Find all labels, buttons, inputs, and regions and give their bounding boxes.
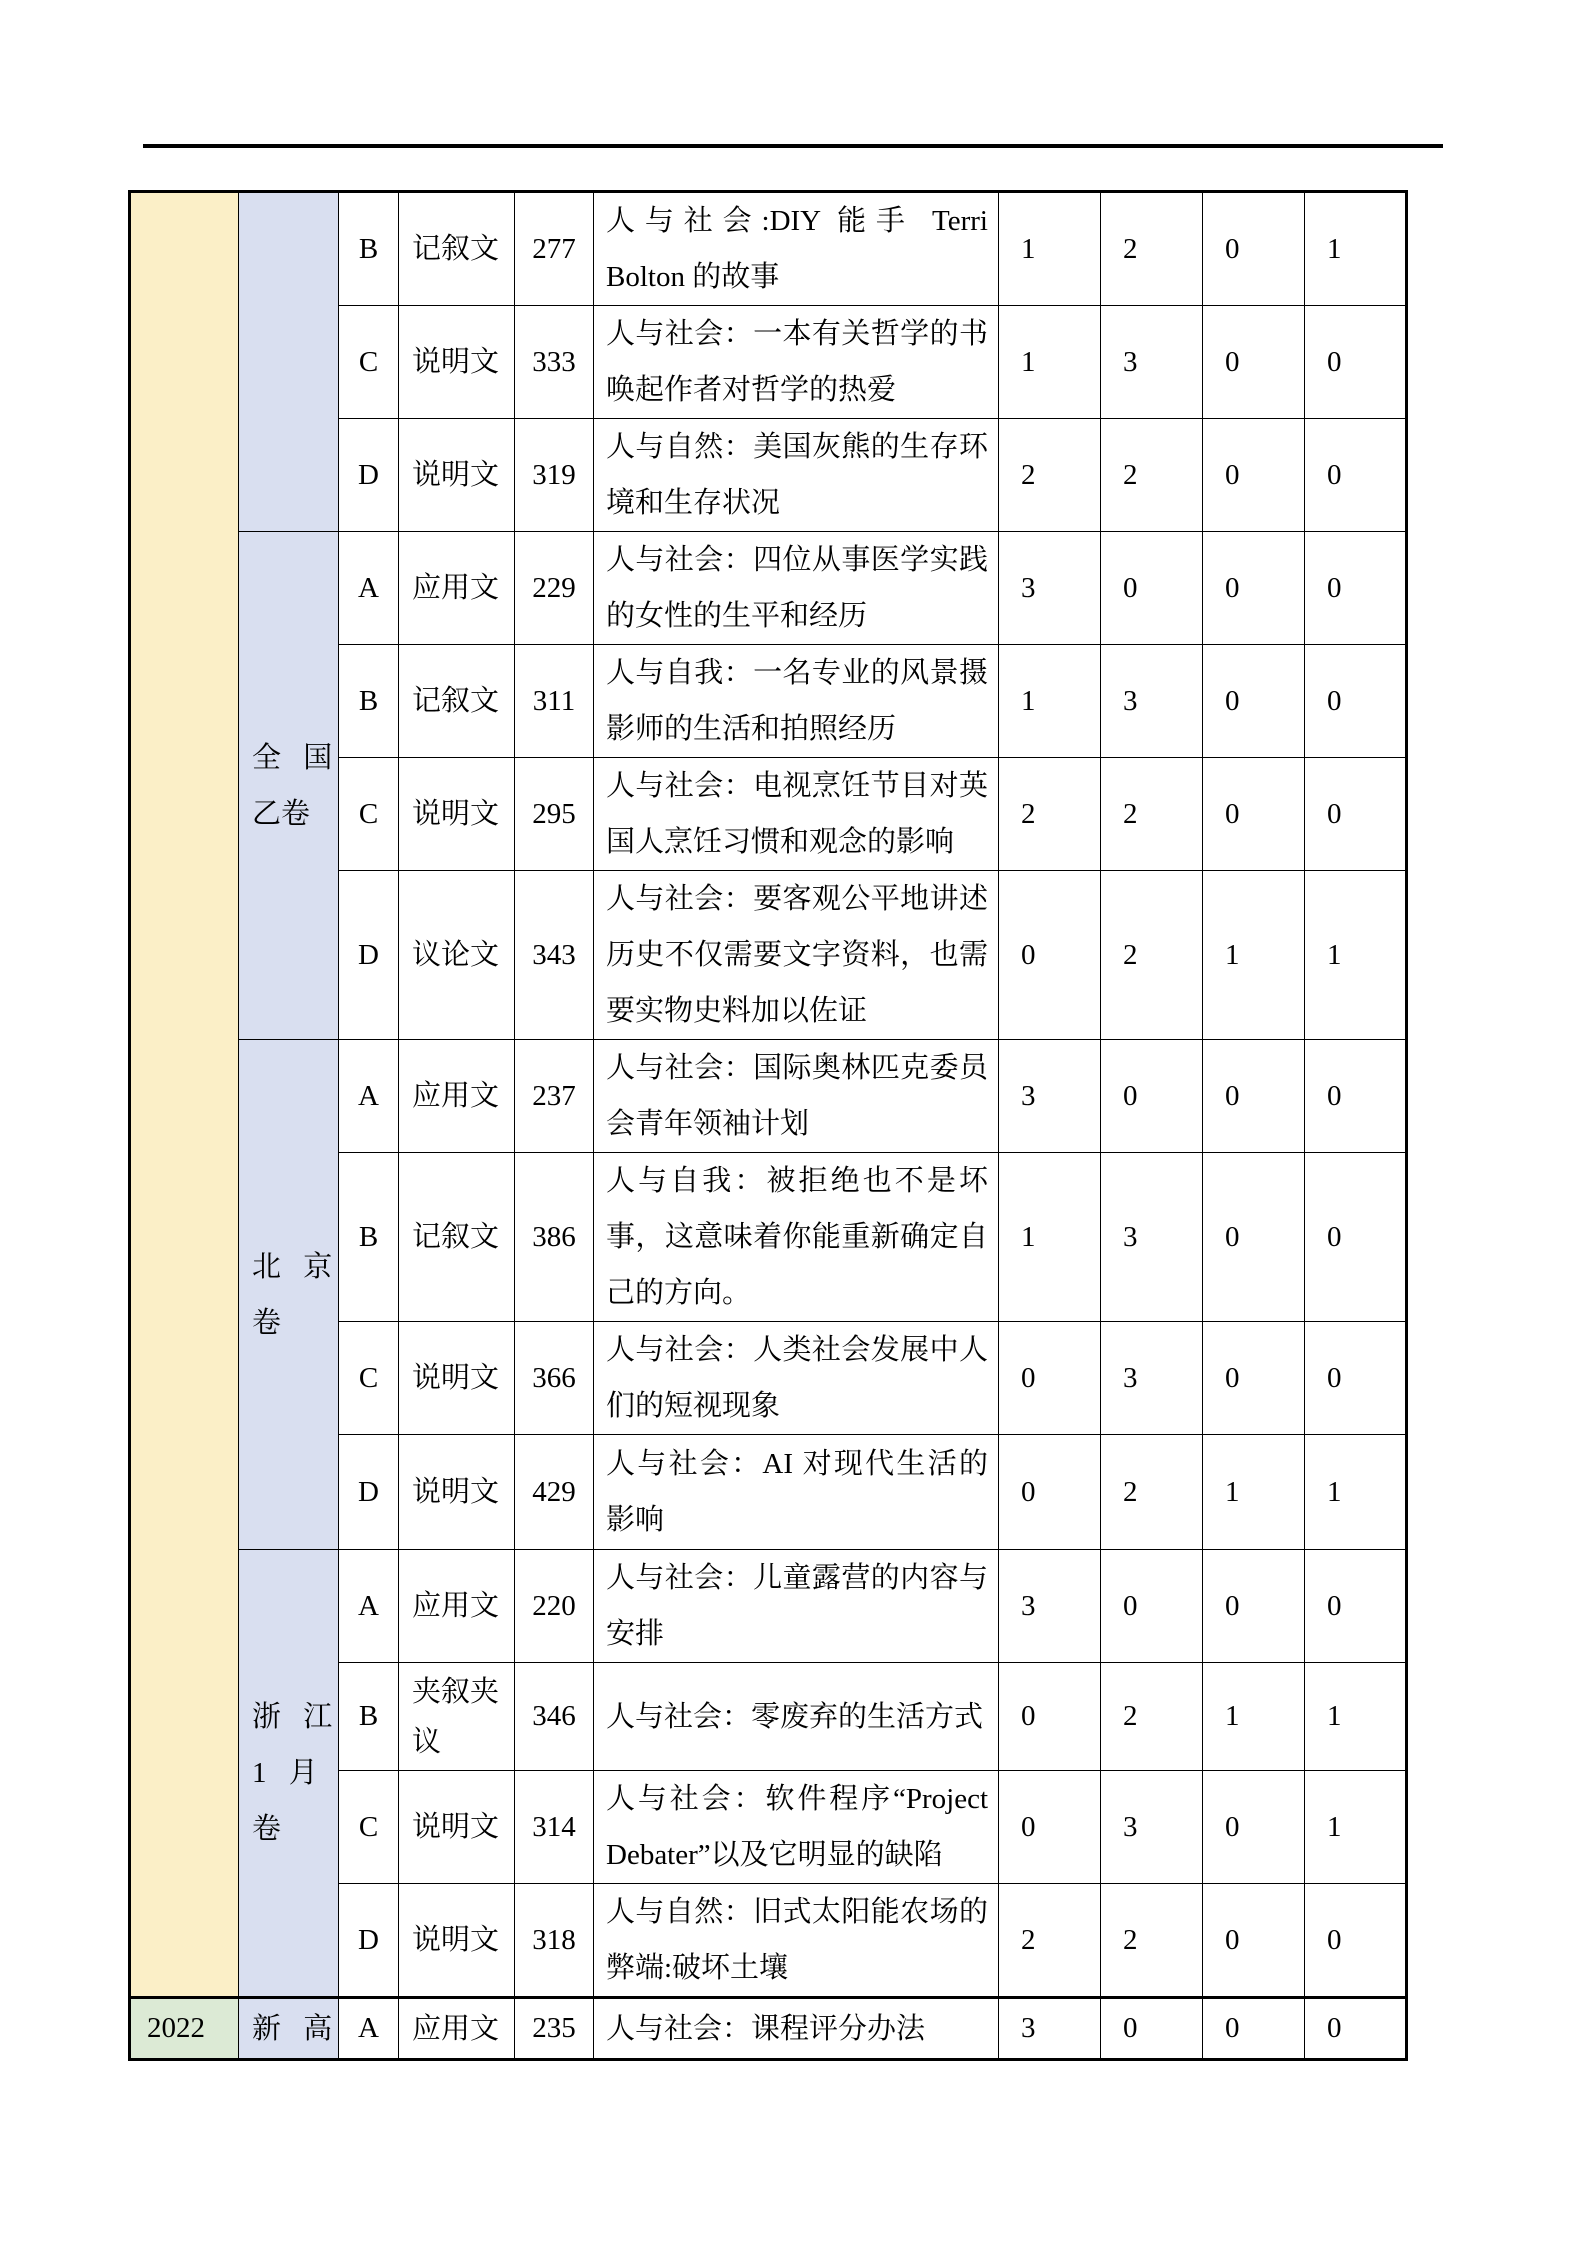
genre-cell: 议论文 <box>399 871 515 1040</box>
topic-cell: 人与自我：一名专业的风景摄影师的生活和拍照经历 <box>594 645 999 758</box>
stat-cell: 0 <box>999 1322 1101 1435</box>
genre-cell: 记叙文 <box>399 192 515 306</box>
word-count-cell: 235 <box>515 1998 594 2060</box>
stat-cell: 0 <box>1203 1998 1305 2060</box>
topic-cell: 人与社会:DIY 能手 Terri Bolton 的故事 <box>594 192 999 306</box>
stat-cell: 0 <box>1305 1884 1407 1998</box>
stat-cell: 1 <box>1305 1663 1407 1771</box>
stat-cell: 2 <box>999 758 1101 871</box>
paper-label-line: 乙卷 <box>252 797 311 830</box>
word-count-cell: 333 <box>515 306 594 419</box>
word-count-cell: 237 <box>515 1040 594 1153</box>
topic-cell: 人与社会：AI 对现代生活的影响 <box>594 1435 999 1550</box>
paper-cell <box>239 1040 339 1550</box>
stat-cell: 0 <box>1305 532 1407 645</box>
stat-cell: 0 <box>1305 1153 1407 1322</box>
paper-cell <box>239 532 339 1040</box>
stat-cell: 1 <box>999 306 1101 419</box>
section-cell: A <box>339 532 399 645</box>
stat-cell: 0 <box>999 1663 1101 1771</box>
topic-cell: 人与自我：被拒绝也不是坏事，这意味着你能重新确定自己的方向。 <box>594 1153 999 1322</box>
stat-cell: 0 <box>1305 758 1407 871</box>
word-count-cell: 229 <box>515 532 594 645</box>
stat-cell: 0 <box>1203 1771 1305 1884</box>
section-cell: A <box>339 1040 399 1153</box>
genre-cell: 说明文 <box>399 1322 515 1435</box>
paper-label-line: 1 月 <box>252 1757 318 1789</box>
paper-cell <box>239 1550 339 1998</box>
section-cell: B <box>339 1663 399 1771</box>
topic-cell: 人与社会：课程评分办法 <box>594 1998 999 2060</box>
section-cell: D <box>339 1884 399 1998</box>
year-cell: 2022 <box>130 1998 239 2060</box>
stat-cell: 1 <box>999 1153 1101 1322</box>
stat-cell: 0 <box>999 1771 1101 1884</box>
topic-cell: 人与自然：旧式太阳能农场的弊端:破坏土壤 <box>594 1884 999 1998</box>
stat-cell: 0 <box>1203 306 1305 419</box>
stat-cell: 0 <box>1203 419 1305 532</box>
stat-cell: 0 <box>1305 1322 1407 1435</box>
stat-cell: 3 <box>999 1040 1101 1153</box>
topic-cell: 人与社会：四位从事医学实践的女性的生平和经历 <box>594 532 999 645</box>
genre-cell: 说明文 <box>399 758 515 871</box>
section-cell: B <box>339 192 399 306</box>
stat-cell: 2 <box>1101 758 1203 871</box>
stat-cell: 0 <box>1203 645 1305 758</box>
genre-cell: 记叙文 <box>399 645 515 758</box>
genre-cell: 说明文 <box>399 419 515 532</box>
stat-cell: 3 <box>1101 645 1203 758</box>
genre-cell: 记叙文 <box>399 1153 515 1322</box>
paper-label-line: 全 国 <box>252 741 333 774</box>
stat-cell: 0 <box>999 871 1101 1040</box>
word-count-cell: 318 <box>515 1884 594 1998</box>
section-cell: C <box>339 758 399 871</box>
stat-cell: 0 <box>1203 532 1305 645</box>
stat-cell: 0 <box>1203 192 1305 306</box>
stat-cell: 3 <box>999 532 1101 645</box>
stat-cell: 1 <box>999 645 1101 758</box>
section-cell: C <box>339 306 399 419</box>
word-count-cell: 346 <box>515 1663 594 1771</box>
topic-cell: 人与自然：美国灰熊的生存环境和生存状况 <box>594 419 999 532</box>
genre-cell: 说明文 <box>399 1435 515 1550</box>
paper-label-line: 北 京 <box>252 1250 333 1283</box>
stat-cell: 0 <box>1203 1322 1305 1435</box>
stat-cell: 1 <box>1203 1435 1305 1550</box>
word-count-cell: 386 <box>515 1153 594 1322</box>
topic-cell: 人与社会：国际奥林匹克委员会青年领袖计划 <box>594 1040 999 1153</box>
topic-cell: 人与社会：电视烹饪节目对英国人烹饪习惯和观念的影响 <box>594 758 999 871</box>
stat-cell: 2 <box>999 1884 1101 1998</box>
section-cell: D <box>339 1435 399 1550</box>
word-count-cell: 295 <box>515 758 594 871</box>
topic-cell: 人与社会：人类社会发展中人们的短视现象 <box>594 1322 999 1435</box>
stat-cell: 3 <box>1101 1153 1203 1322</box>
paper-label-line: 卷 <box>252 1306 282 1339</box>
stat-cell: 0 <box>1203 1040 1305 1153</box>
genre-cell: 夹叙夹议 <box>399 1663 515 1771</box>
stat-cell: 0 <box>1305 419 1407 532</box>
genre-cell: 说明文 <box>399 1884 515 1998</box>
paper-cell <box>239 192 339 532</box>
stat-cell: 0 <box>1305 306 1407 419</box>
stat-cell: 3 <box>999 1550 1101 1663</box>
stat-cell: 0 <box>999 1435 1101 1550</box>
stat-cell: 1 <box>1305 871 1407 1040</box>
table-row <box>130 532 1407 645</box>
section-cell: C <box>339 1771 399 1884</box>
word-count-cell: 220 <box>515 1550 594 1663</box>
reading-analysis-table <box>128 190 1408 2061</box>
header-rule <box>143 144 1443 148</box>
stat-cell: 2 <box>1101 1663 1203 1771</box>
table-row <box>130 1998 1407 2060</box>
stat-cell: 2 <box>1101 1884 1203 1998</box>
section-cell: C <box>339 1322 399 1435</box>
stat-cell: 0 <box>1305 645 1407 758</box>
section-cell: B <box>339 645 399 758</box>
stat-cell: 3 <box>1101 306 1203 419</box>
word-count-cell: 319 <box>515 419 594 532</box>
section-cell: A <box>339 1998 399 2060</box>
stat-cell: 2 <box>1101 1435 1203 1550</box>
stat-cell: 1 <box>1305 192 1407 306</box>
stat-cell: 0 <box>1203 758 1305 871</box>
stat-cell: 0 <box>1101 1550 1203 1663</box>
table-row <box>130 1040 1407 1153</box>
genre-cell: 应用文 <box>399 532 515 645</box>
word-count-cell: 277 <box>515 192 594 306</box>
topic-cell: 人与社会：一本有关哲学的书唤起作者对哲学的热爱 <box>594 306 999 419</box>
section-cell: A <box>339 1550 399 1663</box>
stat-cell: 3 <box>1101 1322 1203 1435</box>
year-cell <box>130 192 239 1998</box>
genre-cell: 应用文 <box>399 1040 515 1153</box>
genre-cell: 应用文 <box>399 1998 515 2060</box>
stat-cell: 0 <box>1305 1550 1407 1663</box>
table-row <box>130 1550 1407 1663</box>
stat-cell: 1 <box>1305 1771 1407 1884</box>
stat-cell: 2 <box>1101 192 1203 306</box>
stat-cell: 0 <box>1101 1998 1203 2060</box>
word-count-cell: 366 <box>515 1322 594 1435</box>
genre-cell: 应用文 <box>399 1550 515 1663</box>
stat-cell: 1 <box>1305 1435 1407 1550</box>
stat-cell: 0 <box>1203 1884 1305 1998</box>
stat-cell: 2 <box>999 419 1101 532</box>
stat-cell: 1 <box>1203 1663 1305 1771</box>
stat-cell: 0 <box>1101 1040 1203 1153</box>
stat-cell: 1 <box>1203 871 1305 1040</box>
paper-cell <box>239 1998 339 2060</box>
word-count-cell: 311 <box>515 645 594 758</box>
stat-cell: 0 <box>1305 1998 1407 2060</box>
stat-cell: 0 <box>1305 1040 1407 1153</box>
stat-cell: 2 <box>1101 871 1203 1040</box>
paper-label-line: 新 高 <box>252 2012 333 2045</box>
table-row <box>130 192 1407 306</box>
paper-label-line: 卷 <box>252 1813 282 1845</box>
stat-cell: 3 <box>1101 1771 1203 1884</box>
word-count-cell: 429 <box>515 1435 594 1550</box>
stat-cell: 0 <box>1203 1550 1305 1663</box>
section-cell: D <box>339 419 399 532</box>
genre-cell: 说明文 <box>399 1771 515 1884</box>
stat-cell: 1 <box>999 192 1101 306</box>
stat-cell: 0 <box>1101 532 1203 645</box>
topic-cell: 人与社会：零废弃的生活方式 <box>594 1663 999 1771</box>
genre-cell: 说明文 <box>399 306 515 419</box>
section-cell: D <box>339 871 399 1040</box>
topic-cell: 人与社会：软件程序“Project Debater”以及它明显的缺陷 <box>594 1771 999 1884</box>
topic-cell: 人与社会：儿童露营的内容与安排 <box>594 1550 999 1663</box>
topic-cell: 人与社会：要客观公平地讲述历史不仅需要文字资料，也需要实物史料加以佐证 <box>594 871 999 1040</box>
stat-cell: 2 <box>1101 419 1203 532</box>
section-cell: B <box>339 1153 399 1322</box>
word-count-cell: 343 <box>515 871 594 1040</box>
word-count-cell: 314 <box>515 1771 594 1884</box>
paper-label-line: 浙 江 <box>252 1701 333 1733</box>
stat-cell: 0 <box>1203 1153 1305 1322</box>
stat-cell: 3 <box>999 1998 1101 2060</box>
